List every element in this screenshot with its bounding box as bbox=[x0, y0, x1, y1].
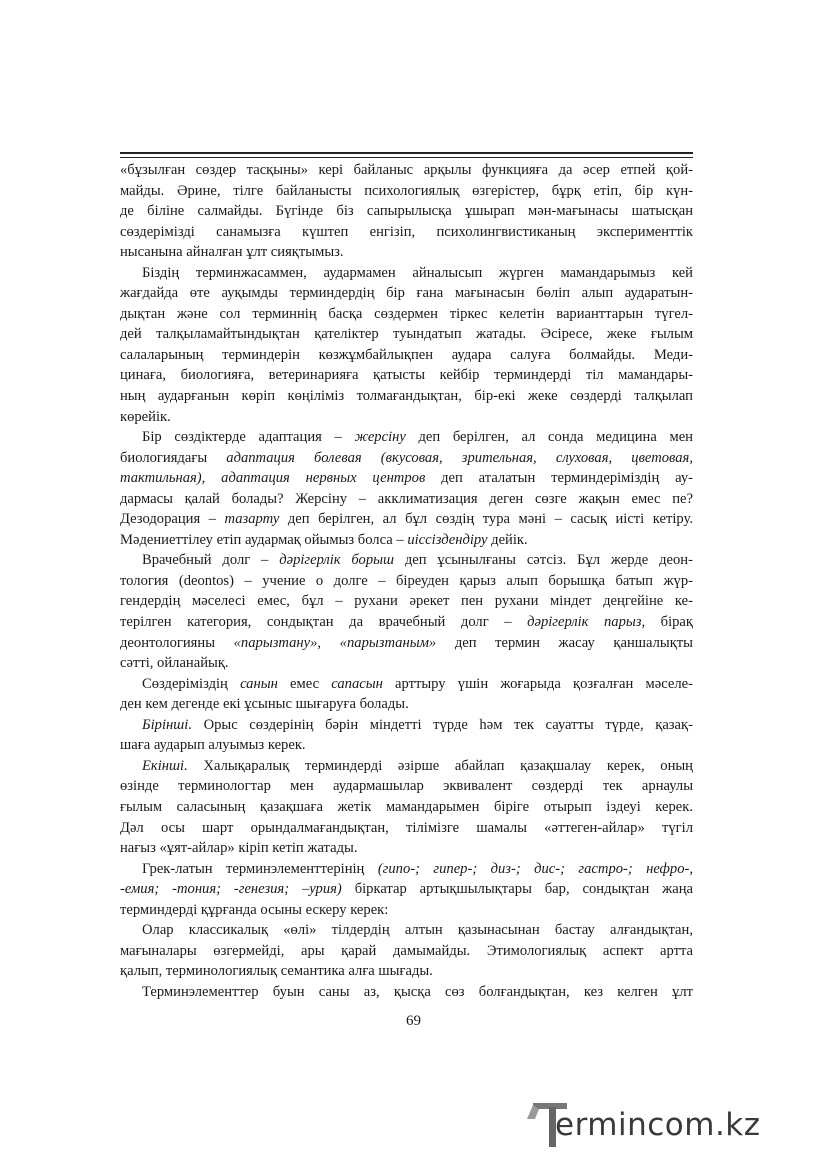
text-line bbox=[120, 365, 693, 386]
text-line bbox=[120, 509, 693, 530]
page-body-text bbox=[120, 160, 693, 1002]
text-run: деп берілген, ал сонда медицина мен bbox=[405, 429, 693, 446]
text-run: Грек-латын терминэлементтерінің bbox=[142, 860, 378, 877]
text-run: қалып, терминологиялық семантика алға шығады. bbox=[120, 963, 433, 980]
text-line bbox=[120, 448, 693, 469]
text-line bbox=[120, 818, 693, 839]
header-rule-thick bbox=[120, 152, 693, 154]
text-line bbox=[120, 776, 693, 797]
text-line bbox=[120, 653, 693, 674]
text-run: деп ұсынылғаны сәтсіз. Бұл жерде деон- bbox=[394, 552, 693, 569]
text-line bbox=[120, 242, 693, 263]
text-run: өзінде терминологтар мен аудармашылар эквивалент сөздерді тек арнаулы bbox=[120, 778, 693, 795]
text-line bbox=[120, 427, 693, 448]
text-line bbox=[120, 489, 693, 510]
text-run: Мәдениеттілеу етіп аудармақ ойымыз болса – bbox=[120, 531, 408, 548]
text-line bbox=[120, 181, 693, 202]
header-rule-thin bbox=[120, 157, 693, 158]
text-line bbox=[120, 530, 693, 551]
italic-term: дәрігерлік парыз, bbox=[527, 614, 646, 631]
text-line bbox=[120, 160, 693, 181]
text-line bbox=[120, 468, 693, 489]
text-run: нағыз «ұят-айлар» кіріп кетіп жатады. bbox=[120, 840, 358, 857]
text-line bbox=[120, 941, 693, 962]
logo-text-domain: .kz bbox=[714, 1107, 761, 1143]
italic-term: дәрігерлік борыш bbox=[279, 552, 395, 569]
text-line bbox=[120, 961, 693, 982]
text-run: Олар классикалық «өлі» тілдердің алтын қазынасынан бастау алғандықтан, bbox=[142, 922, 693, 939]
text-line bbox=[120, 283, 693, 304]
text-line bbox=[120, 879, 693, 900]
text-line bbox=[120, 304, 693, 325]
text-run: Сөздеріміздің bbox=[142, 675, 241, 692]
text-run: деп берілген, ал бұл сөздің тура мәні – сасық иісті кетіру. bbox=[279, 511, 693, 528]
text-run: арттыру үшін жоғарыда қозғалған мәселе- bbox=[382, 675, 694, 692]
text-run: сәтті, ойланайық. bbox=[120, 655, 229, 672]
termincom-logo bbox=[525, 1095, 815, 1155]
text-run: Терминэлементтер буын саны аз, қысқа сөз болғандықтан, кез келген ұлт bbox=[142, 983, 693, 1000]
text-line bbox=[120, 982, 693, 1003]
italic-term: -емия; -тония; -генезия; –урия) bbox=[120, 881, 342, 898]
text-line bbox=[120, 838, 693, 859]
text-line bbox=[120, 715, 693, 736]
text-run: деп аталатын терминдерімiздің ау- bbox=[425, 470, 693, 487]
italic-term: «парызтану», «парызтаным» bbox=[233, 634, 437, 651]
italic-term: жерсіну bbox=[354, 429, 406, 446]
text-line bbox=[120, 633, 693, 654]
text-run: мағыналары өзгермейді, ары қарай дамымайды. Этимологиялық аспект артта bbox=[120, 942, 693, 959]
text-run: нысанына айналған ұлт сияқтымыз. bbox=[120, 244, 344, 261]
text-run: ғылым саласының қазақшаға жетік мамандарымен біріге отырып іздеуі керек. bbox=[120, 798, 693, 815]
italic-term: Бірінші. bbox=[142, 716, 192, 733]
text-run: Орыс сөздерінің бәрін міндетті түрде һәм тек сауатты түрде, қазақ- bbox=[191, 716, 693, 733]
italic-term: иіссіздендіру bbox=[407, 531, 488, 548]
logo-letter: T bbox=[525, 1095, 526, 1096]
text-line bbox=[120, 612, 693, 633]
text-run: емес bbox=[277, 675, 332, 692]
text-run: терминдерді құрғанда осыны ескеру керек: bbox=[120, 901, 389, 918]
text-run: салаларының терминдерін көзжұмбайлықпен аудара салуға болмайды. Меди- bbox=[120, 346, 693, 363]
text-run: деонтологияны bbox=[120, 634, 234, 651]
text-line bbox=[120, 263, 693, 284]
text-run: цинаға, биологияға, ветеринарияға қатысты кейбір терминдерді тіл мамандары- bbox=[120, 367, 693, 384]
italic-term: Екінші. bbox=[142, 757, 188, 774]
text-run: дей талқыламайтындықтан қателіктер туындатып жатады. Әсіресе, жеке ғылым bbox=[120, 326, 693, 343]
text-line bbox=[120, 756, 693, 777]
text-line bbox=[120, 407, 693, 428]
text-run: дықтан және сол терминнің басқа сөздермен тіркес келетін варианттарын түгел- bbox=[120, 305, 693, 322]
text-run: Дәл осы шарт орындалмағандықтан, тілімізге шамалы «әттеген-айлар» түгіл bbox=[120, 819, 693, 836]
text-run: дармасы қалай болады? Жерсіну – акклиматизация деген сөзге жақын емес пе? bbox=[120, 490, 693, 507]
italic-term: (гипо-; гипер-; диз-; дис-; гастро-; нефро-, bbox=[377, 860, 694, 877]
text-run: майды. Әрине, тілге байланысты психологиялық өзгерістер, бұрқ етіп, бір күн- bbox=[120, 182, 693, 199]
text-run: көрейік. bbox=[120, 408, 171, 425]
logo-text bbox=[555, 1107, 761, 1143]
text-run: биологиядағы bbox=[120, 449, 227, 466]
text-run: Біздің терминжасаммен, аудармамен айналысып жүрген мамандарымыз кей bbox=[142, 264, 693, 281]
text-run: ның аударғанын көріп көңіліміз толмағандықтан, бір-екі жеке сөздерді талқылап bbox=[120, 388, 693, 405]
text-run: Врачебный долг – bbox=[142, 552, 280, 569]
text-run: дейік. bbox=[487, 531, 528, 548]
text-line bbox=[120, 900, 693, 921]
italic-term: сапасын bbox=[331, 675, 383, 692]
text-run: гендердің мәселесі емес, бұл – рухани әрекет пен рухани міндет деңгейіне ке- bbox=[120, 593, 693, 610]
text-line bbox=[120, 694, 693, 715]
text-line bbox=[120, 571, 693, 592]
text-run: шаға аударып алуымыз керек. bbox=[120, 737, 306, 754]
text-line bbox=[120, 324, 693, 345]
text-line bbox=[120, 201, 693, 222]
text-line bbox=[120, 920, 693, 941]
text-line bbox=[120, 735, 693, 756]
italic-term: санын bbox=[240, 675, 278, 692]
text-run: Дезодорация – bbox=[120, 511, 225, 528]
italic-term: адаптация болевая (вкусовая, зрительная, слуховая, цветовая, bbox=[226, 449, 693, 466]
italic-term: тактильная), адаптация нервных центров bbox=[120, 470, 426, 487]
text-run: Бір сөздіктерде адаптация – bbox=[142, 429, 355, 446]
text-line bbox=[120, 550, 693, 571]
text-run: тология (deontos) – учение о долге – біреуден қарыз алып борышқа батып жүр- bbox=[120, 572, 693, 589]
text-run: де біліне салмайды. Бүгінде біз сапырылысқа ұшырап мән-мағынасы шатысқан bbox=[120, 203, 693, 220]
text-run: терілген категория, сондықтан да врачебный долг – bbox=[120, 614, 528, 631]
logo-text-main: ermincom bbox=[555, 1107, 715, 1143]
text-line bbox=[120, 345, 693, 366]
text-line bbox=[120, 674, 693, 695]
text-line bbox=[120, 859, 693, 880]
text-run: «бұзылған сөздер тасқыны» кері байланыс арқылы функцияға да әсер етпей қой- bbox=[120, 162, 693, 178]
text-line bbox=[120, 591, 693, 612]
text-run: жағдайда өте ауқымды терминдердің бір ғана мағынасын бөліп алып аударатын- bbox=[120, 285, 693, 302]
text-run: біркатар артықшылықтары бар, сондықтан жаңа bbox=[341, 881, 693, 898]
text-run: сөздерімізді санамызға күштеп енгізіп, психолингвистиканың эксперименттік bbox=[120, 223, 693, 240]
italic-term: тазарту bbox=[224, 511, 280, 528]
text-run: ден кем дегенде екі ұсыныс шығаруға болады. bbox=[120, 696, 409, 713]
text-run: бірақ bbox=[645, 614, 693, 631]
text-run: Халықаралық терминдерді әзірше абайлап қазақшалау керек, оның bbox=[187, 757, 693, 774]
text-line bbox=[120, 797, 693, 818]
text-line bbox=[120, 222, 693, 243]
text-line bbox=[120, 386, 693, 407]
text-run: деп термин жасау қаншалықты bbox=[436, 634, 693, 651]
page-number: 69 bbox=[406, 1013, 421, 1029]
